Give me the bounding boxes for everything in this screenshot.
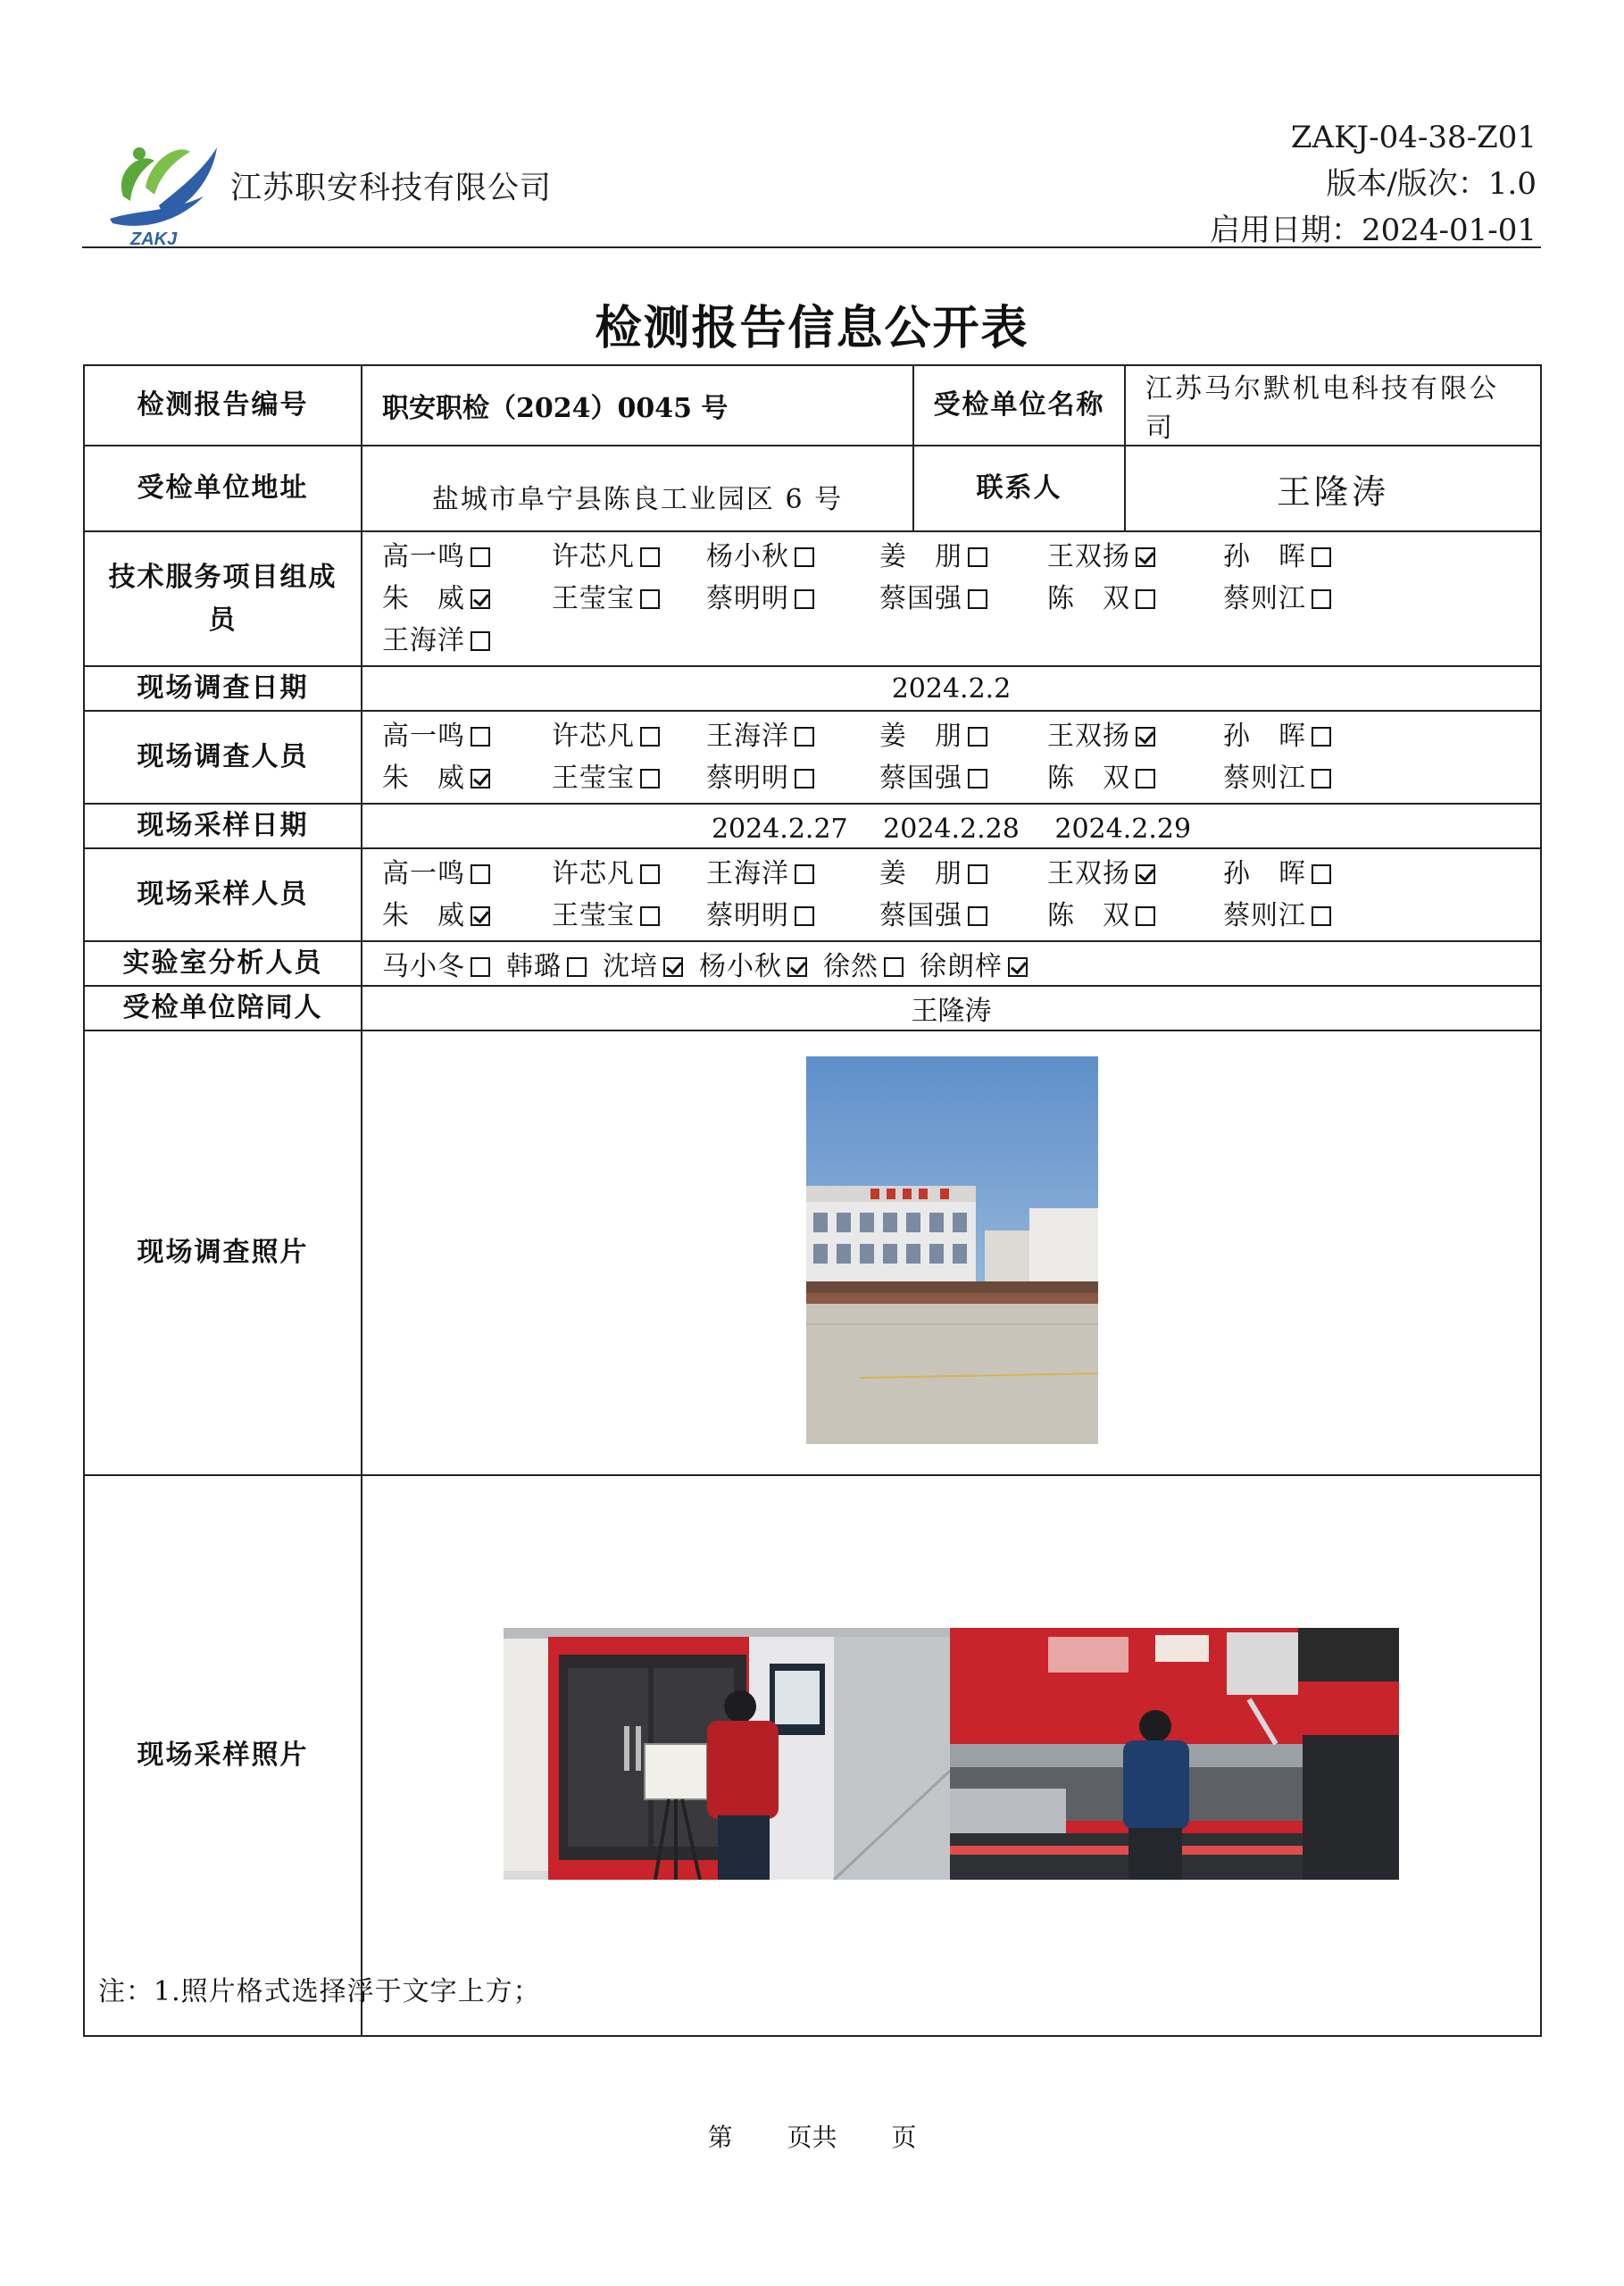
lab-member-name: 杨小秋 — [699, 951, 782, 982]
member-name: 孙 晖 — [1223, 721, 1306, 752]
member-entry — [382, 620, 552, 662]
sampling-photo-cell — [362, 1475, 1541, 2036]
member-name: 蔡国强 — [879, 583, 962, 614]
checkbox-empty-icon — [640, 727, 660, 747]
member-name: 高一鸣 — [382, 541, 465, 572]
survey-date-value: 2024.2.2 — [362, 666, 1541, 711]
checkbox-empty-icon — [1312, 589, 1331, 609]
survey-date-label: 现场调查日期 — [84, 666, 362, 711]
sampling-photo-label: 现场采样照片 — [84, 1475, 362, 2036]
survey-site-photo — [806, 1056, 1098, 1444]
checkbox-checked-icon — [1136, 864, 1155, 884]
address-label: 受检单位地址 — [84, 446, 362, 531]
member-name: 蔡明明 — [706, 583, 789, 614]
member-name: 高一鸣 — [382, 858, 465, 889]
checkbox-checked-icon — [471, 769, 490, 788]
member-name: 蔡则江 — [1223, 900, 1306, 931]
checkbox-empty-icon — [640, 547, 660, 567]
lab-member-name: 徐朗梓 — [920, 951, 1003, 982]
member-name: 朱 威 — [382, 583, 465, 614]
unit-name-value: 江苏马尔默机电科技有限公司 — [1125, 365, 1541, 446]
row-sampling-date — [84, 804, 1541, 848]
page-title: 检测报告信息公开表 — [595, 301, 1029, 355]
row-lab-staff — [84, 941, 1541, 986]
lab-staff-list — [382, 944, 1520, 983]
company-logo — [105, 134, 221, 248]
member-name: 王海洋 — [382, 625, 465, 656]
checkbox-checked-icon — [471, 906, 490, 926]
member-entry — [382, 895, 552, 937]
member-entry — [1223, 578, 1357, 620]
sampling-staff-label: 现场采样人员 — [84, 848, 362, 941]
member-entry — [1047, 578, 1223, 620]
escort-label: 受检单位陪同人 — [84, 986, 362, 1030]
member-entry — [1047, 895, 1223, 937]
checkbox-empty-icon — [1312, 769, 1331, 788]
member-name: 高一鸣 — [382, 721, 465, 752]
member-name: 蔡则江 — [1223, 763, 1306, 794]
member-entry — [706, 757, 879, 799]
checkbox-empty-icon — [795, 727, 814, 747]
checkbox-empty-icon — [640, 769, 660, 788]
lab-member-name: 徐然 — [823, 951, 879, 982]
checkbox-empty-icon — [471, 957, 490, 977]
member-entry — [706, 578, 879, 620]
report-info-table — [83, 364, 1542, 2037]
page-suffix: 页 — [891, 2123, 917, 2152]
member-name: 王莹宝 — [552, 763, 635, 794]
team-members-grid — [362, 532, 1540, 665]
sampling-staff-grid — [362, 849, 1540, 940]
member-name: 蔡国强 — [879, 763, 962, 794]
row-survey-staff — [84, 711, 1541, 804]
member-name: 杨小秋 — [706, 541, 789, 572]
lab-member-entry — [506, 951, 587, 982]
member-name: 陈 双 — [1047, 763, 1130, 794]
checkbox-empty-icon — [795, 547, 814, 567]
checkbox-empty-icon — [1312, 547, 1331, 567]
member-entry — [1047, 715, 1223, 757]
member-entry — [1223, 853, 1357, 895]
member-entry — [552, 536, 706, 578]
row-sampling-photo — [84, 1475, 1541, 2036]
escort-value: 王隆涛 — [362, 986, 1541, 1030]
checkbox-empty-icon — [567, 957, 587, 977]
member-entry — [552, 578, 706, 620]
member-entry — [552, 853, 706, 895]
member-name: 王双扬 — [1047, 858, 1130, 889]
lab-member-entry — [823, 951, 904, 982]
page-prefix: 第 — [707, 2123, 733, 2152]
member-name: 朱 威 — [382, 763, 465, 794]
checkbox-empty-icon — [968, 906, 987, 926]
sampling-photo-left — [504, 1628, 950, 1880]
survey-photo-label: 现场调查照片 — [84, 1030, 362, 1475]
checkbox-checked-icon — [1008, 957, 1028, 977]
member-entry — [382, 757, 552, 799]
member-entry — [382, 536, 552, 578]
member-name: 王莹宝 — [552, 900, 635, 931]
member-entry — [1223, 715, 1357, 757]
member-entry — [382, 853, 552, 895]
checkbox-empty-icon — [884, 957, 904, 977]
footnote: 注：1.照片格式选择浮于文字上方； — [98, 1976, 541, 2007]
contact-value: 王隆涛 — [1125, 446, 1541, 531]
member-name: 王海洋 — [706, 858, 789, 889]
member-name: 蔡国强 — [879, 900, 962, 931]
checkbox-empty-icon — [1312, 864, 1331, 884]
checkbox-checked-icon — [471, 589, 490, 609]
checkbox-empty-icon — [795, 864, 814, 884]
survey-staff-cell — [362, 711, 1541, 804]
checkbox-empty-icon — [1136, 769, 1155, 788]
effective-date: 启用日期：2024-01-01 — [1209, 213, 1537, 248]
member-entry — [552, 715, 706, 757]
team-label: 技术服务项目组成员 — [84, 531, 362, 666]
member-entry — [552, 895, 706, 937]
doc-version: 版本/版次：1.0 — [1326, 166, 1537, 202]
member-name: 许芯凡 — [552, 541, 635, 572]
logo-text: ZAKJ — [130, 229, 178, 248]
member-name: 蔡则江 — [1223, 583, 1306, 614]
member-entry — [879, 536, 1047, 578]
member-name: 孙 晖 — [1223, 858, 1306, 889]
header-divider — [82, 246, 1541, 248]
member-entry — [382, 578, 552, 620]
checkbox-empty-icon — [1312, 727, 1331, 747]
member-name: 姜 朋 — [879, 721, 962, 752]
row-team — [84, 531, 1541, 666]
survey-photo-cell — [362, 1030, 1541, 1475]
contact-label: 联系人 — [913, 446, 1125, 531]
checkbox-checked-icon — [1136, 547, 1155, 567]
member-name: 陈 双 — [1047, 900, 1130, 931]
member-entry — [706, 853, 879, 895]
lab-member-name: 沈培 — [603, 951, 658, 982]
checkbox-empty-icon — [795, 589, 814, 609]
checkbox-empty-icon — [968, 864, 987, 884]
checkbox-checked-icon — [663, 957, 683, 977]
member-entry — [1047, 757, 1223, 799]
member-name: 王双扬 — [1047, 721, 1130, 752]
member-name: 孙 晖 — [1223, 541, 1306, 572]
checkbox-empty-icon — [968, 547, 987, 567]
checkbox-empty-icon — [968, 727, 987, 747]
member-name: 许芯凡 — [552, 858, 635, 889]
report-no-label: 检测报告编号 — [84, 365, 362, 446]
team-members-cell — [362, 531, 1541, 666]
member-name: 陈 双 — [1047, 583, 1130, 614]
row-escort — [84, 986, 1541, 1030]
lab-member-entry — [603, 951, 683, 982]
checkbox-empty-icon — [471, 727, 490, 747]
member-entry — [706, 715, 879, 757]
sampling-staff-cell — [362, 848, 1541, 941]
member-entry — [706, 895, 879, 937]
lab-staff-cell — [362, 941, 1541, 986]
page-footer — [0, 2118, 1624, 2154]
checkbox-empty-icon — [471, 864, 490, 884]
checkbox-empty-icon — [1136, 906, 1155, 926]
sampling-date-value: 2024.2.27 2024.2.28 2024.2.29 — [362, 804, 1541, 848]
lab-staff-label: 实验室分析人员 — [84, 941, 362, 986]
member-entry — [706, 536, 879, 578]
row-sampling-staff — [84, 848, 1541, 941]
row-report-no — [84, 365, 1541, 446]
lab-member-entry — [920, 951, 1028, 982]
page-middle: 页共 — [787, 2123, 837, 2152]
member-entry — [382, 715, 552, 757]
checkbox-checked-icon — [787, 957, 807, 977]
document-meta — [1210, 114, 1537, 254]
lab-member-entry — [699, 951, 807, 982]
member-name: 姜 朋 — [879, 541, 962, 572]
checkbox-empty-icon — [640, 906, 660, 926]
member-name: 姜 朋 — [879, 858, 962, 889]
member-name: 蔡明明 — [706, 900, 789, 931]
row-address — [84, 446, 1541, 531]
checkbox-empty-icon — [640, 864, 660, 884]
checkbox-checked-icon — [1136, 727, 1155, 747]
unit-name-label: 受检单位名称 — [913, 365, 1125, 446]
doc-code: ZAKJ-04-38-Z01 — [1290, 120, 1537, 155]
lab-member-name: 韩璐 — [506, 951, 562, 982]
checkbox-empty-icon — [640, 589, 660, 609]
member-entry — [1223, 536, 1357, 578]
lab-member-name: 马小冬 — [382, 951, 465, 982]
member-name: 朱 威 — [382, 900, 465, 931]
report-no-value: 职安职检（2024）0045 号 — [362, 365, 913, 446]
member-name: 许芯凡 — [552, 721, 635, 752]
member-entry — [1047, 853, 1223, 895]
sampling-photo-right — [950, 1628, 1399, 1880]
survey-staff-label: 现场调查人员 — [84, 711, 362, 804]
member-name: 蔡明明 — [706, 763, 789, 794]
member-entry — [1047, 536, 1223, 578]
member-entry — [1223, 757, 1357, 799]
member-entry — [879, 715, 1047, 757]
checkbox-empty-icon — [795, 769, 814, 788]
checkbox-empty-icon — [471, 631, 490, 651]
checkbox-empty-icon — [968, 589, 987, 609]
row-survey-photo — [84, 1030, 1541, 1475]
survey-staff-grid — [362, 712, 1540, 803]
checkbox-empty-icon — [795, 906, 814, 926]
checkbox-empty-icon — [1312, 906, 1331, 926]
checkbox-empty-icon — [1136, 589, 1155, 609]
address-value: 盐城市阜宁县陈良工业园区 6 号 — [362, 446, 913, 531]
member-entry — [1223, 895, 1357, 937]
member-name: 王双扬 — [1047, 541, 1130, 572]
checkbox-empty-icon — [471, 547, 490, 567]
member-name: 王莹宝 — [552, 583, 635, 614]
member-entry — [879, 853, 1047, 895]
member-entry — [879, 757, 1047, 799]
member-entry — [552, 757, 706, 799]
company-name: 江苏职安科技有限公司 — [230, 171, 553, 206]
row-survey-date — [84, 666, 1541, 711]
member-entry — [879, 578, 1047, 620]
member-entry — [879, 895, 1047, 937]
member-name: 王海洋 — [706, 721, 789, 752]
lab-member-entry — [382, 951, 490, 982]
checkbox-empty-icon — [968, 769, 987, 788]
sampling-date-label: 现场采样日期 — [84, 804, 362, 848]
